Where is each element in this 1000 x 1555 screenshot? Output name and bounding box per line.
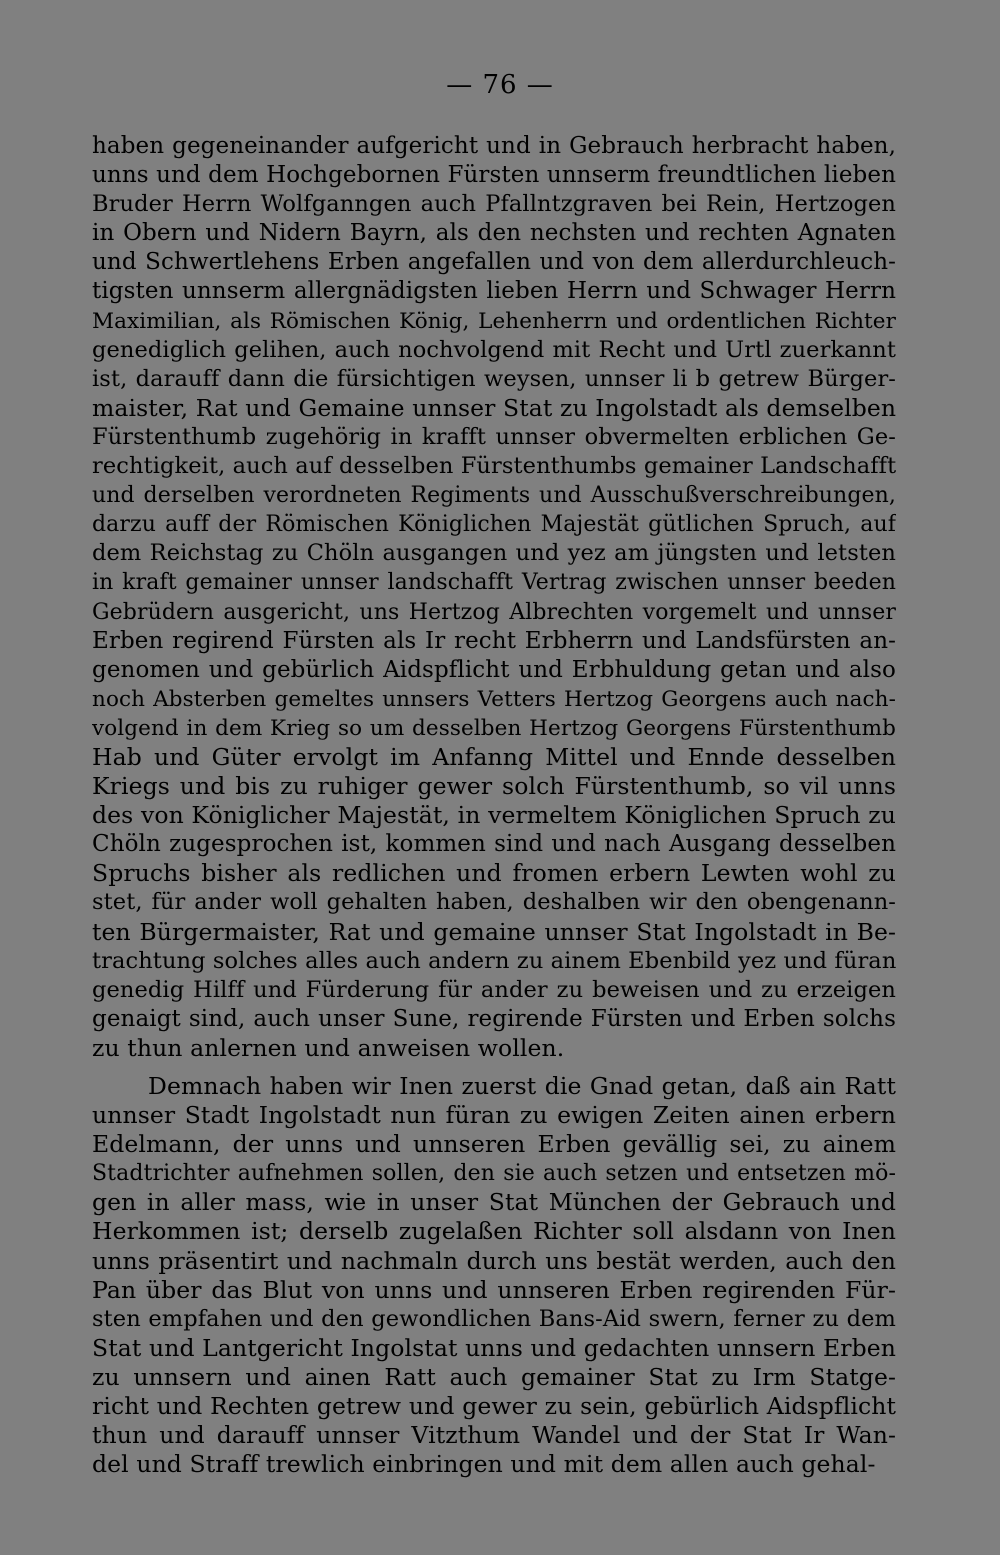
text-line: Demnach haben wir Inen zuerst die Gnad getan, daß ain Ratt <box>148 1072 896 1100</box>
text-line: des von Königlicher Majestät, in vermeltem Königlichen Spruch zu <box>92 801 896 830</box>
text-line: Stadtrichter aufnehmen sollen, den sie auch setzen und entsetzen mö- <box>92 1161 896 1187</box>
text-line: genediglich gelihen, auch nochvolgend mit Recht und Urtl zuerkannt <box>92 336 896 363</box>
text-line: genaigt sind, auch unser Sune, regirende Fürsten und Erben solchs <box>92 1005 896 1032</box>
text-line: Hab und Güter ervolgt im Anfanng Mittel und Ennde desselben <box>92 742 896 771</box>
text-line: genedig Hilff und Fürderung für ander zu beweisen und zu erzeigen <box>92 976 896 1003</box>
text-line: Bruder Herrn Wolfganngen auch Pfallntzgraven bei Rein, Hertzogen <box>92 191 896 218</box>
text-line: del und Straff trewlich einbringen und mit dem allen auch gehal- <box>92 1450 876 1479</box>
text-line: Edelmann, der unns und unnseren Erben gevällig sei, zu ainem <box>92 1130 896 1159</box>
text-line: Spruchs bisher als redlichen und fromen erbern Lewten wohl zu <box>92 859 896 888</box>
text-line: Gebrüdern ausgericht, uns Hertzog Albrechten vorgemelt und unnser <box>92 599 896 625</box>
text-line: zu thun anlernen und anweisen wollen. <box>92 1033 565 1062</box>
text-line: dem Reichstag zu Chöln ausgangen und yez am jüngsten und letsten <box>92 540 896 567</box>
text-line: genomen und gebürlich Aidspflicht und Erbhuldung getan und also <box>92 656 896 683</box>
text-line: Kriegs und bis zu ruhiger gewer solch Fürstenthumb, so vil unns <box>92 772 896 801</box>
text-line: zu unnsern und ainen Ratt auch gemainer Stat zu Irm Statge- <box>92 1362 896 1391</box>
text-line: Chöln zugesprochen ist, kommen sind und nach Ausgang desselben <box>92 831 896 858</box>
text-line: trachtung solches alles auch andern zu ainem Ebenbild yez und füran <box>92 947 896 974</box>
page-number: — 76 — <box>446 70 554 100</box>
text-line: Herkommen ist; derselb zugelaßen Richter soll alsdann von Inen <box>92 1217 896 1246</box>
text-line: in kraft gemainer unnser landschafft Vertrag zwischen unnser beeden <box>92 570 896 596</box>
text-line: unnser Stadt Ingolstadt nun füran zu ewigen Zeiten ainen erbern <box>92 1101 896 1130</box>
text-line: stet, für ander woll gehalten haben, deshalben wir den obengenann- <box>92 889 896 916</box>
text-line: Pan über das Blut von unns und unnseren Erben regirenden Für- <box>92 1275 896 1304</box>
text-line: unns präsentirt und nachmaln durch uns bestät werden, auch den <box>92 1246 896 1275</box>
text-line: haben gegeneinander aufgericht und in Gebrauch herbracht haben, <box>92 133 896 159</box>
text-line: sten empfahen und den gewondlichen Bans-Aid swern, ferner zu dem <box>92 1305 896 1332</box>
text-line: Stat und Lantgericht Ingolstat unns und gedachten unnsern Erben <box>92 1333 896 1362</box>
text-line: tigsten unnserm allergnädigsten lieben Herrn und Schwager Herrn <box>92 278 896 305</box>
text-line: Fürstenthumb zugehörig in krafft unnser obvermelten erblichen Ge- <box>92 423 896 450</box>
paragraph-1 <box>92 132 896 1063</box>
text-line: thun und darauff unnser Vitzthum Wandel und der Stat Ir Wan- <box>92 1421 896 1450</box>
text-line: unns und dem Hochgebornen Fürsten unnserm freundtlichen lieben <box>92 162 896 189</box>
text-line: und derselben verordneten Regiments und Ausschußverschreibungen, <box>92 483 896 509</box>
text-line: rechtigkeit, auch auf desselben Fürstenthumbs gemainer Landschafft <box>92 453 896 480</box>
text-line: darzu auff der Römischen Königlichen Majestät gütlichen Spruch, auf <box>92 512 896 538</box>
text-line: und Schwertlehens Erben angefallen und von dem allerdurchleuch- <box>92 249 896 276</box>
text-line: ist, darauff dann die fürsichtigen weysen, unnser li b getrew Bürger- <box>92 365 896 392</box>
text-line: ten Bürgermaister, Rat und gemaine unnser Stat Ingolstadt in Be- <box>92 917 896 946</box>
text-line: Maximilian, als Römischen König, Lehenherrn und ordentlichen Richter <box>92 308 896 334</box>
text-line: gen in aller mass, wie in unser Stat München der Gebrauch und <box>92 1188 896 1217</box>
text-line: maister, Rat und Gemaine unnser Stat zu Ingolstadt als demselben <box>92 393 896 422</box>
text-line: Erben regirend Fürsten als Ir recht Erbherrn und Landsfürsten an- <box>92 627 896 654</box>
text-line: in Obern und Nidern Bayrn, als den nechsten und rechten Agnaten <box>92 220 896 247</box>
text-line: volgend in dem Krieg so um desselben Hertzog Georgens Fürstenthumb <box>92 715 896 741</box>
text-line: noch Absterben gemeltes unnsers Vetters Hertzog Georgens auch nach- <box>92 686 896 712</box>
text-line: richt und Rechten getrew und gewer zu sein, gebürlich Aidspflicht <box>92 1392 896 1421</box>
paragraph-2 <box>92 1072 896 1479</box>
